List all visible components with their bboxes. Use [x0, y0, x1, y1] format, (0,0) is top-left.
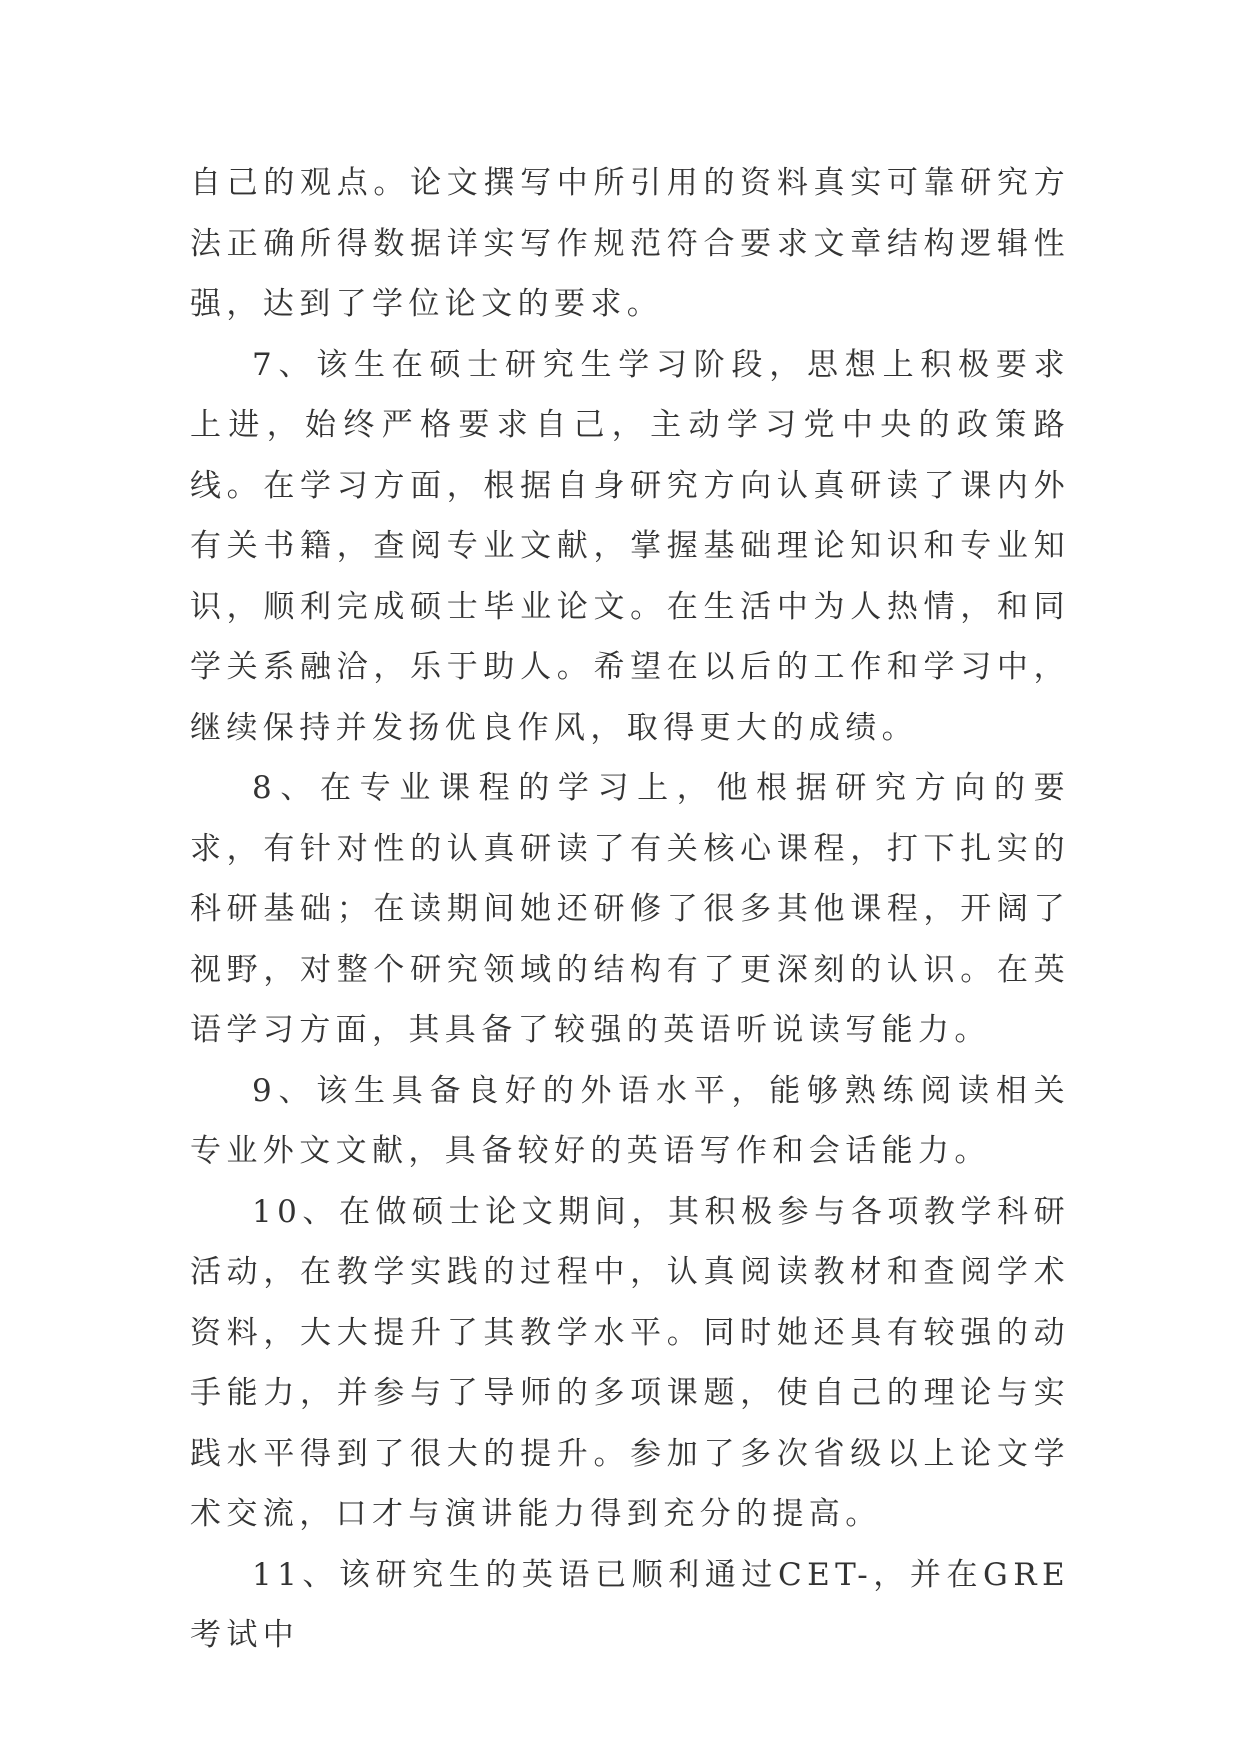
paragraph-item-10: 10、在做硕士论文期间，其积极参与各项教学科研活动，在教学实践的过程中，认真阅读教材和查阅学术资料，大大提升了其教学水平。同时她还具有较强的动手能力，并参与了导师的多项课题，使自己的理论与实践水平得到了很大的提升。参加了多次省级以上论文学术交流，口才与演讲能力得到充分的提高。: [190, 1193, 1070, 1532]
paragraph-item-9: 9、该生具备良好的外语水平，能够熟练阅读相关专业外文文献，具备较好的英语写作和会话能力。: [190, 1072, 1070, 1169]
paragraph-item-8: 8、在专业课程的学习上，他根据研究方向的要求，有针对性的认真研读了有关核心课程，打下扎实的科研基础；在读期间她还研修了很多其他课程，开阔了视野，对整个研究领域的结构有了更深刻的认识。在英语学习方面，其具备了较强的英语听说读写能力。: [190, 770, 1070, 1048]
paragraph-item-7: 7、该生在硕士研究生学习阶段，思想上积极要求上进，始终严格要求自己，主动学习党中央的政策路线。在学习方面，根据自身研究方向认真研读了课内外有关书籍，查阅专业文献，掌握基础理论知识和专业知识，顺利完成硕士毕业论文。在生活中为人热情，和同学关系融洽，乐于助人。希望在以后的工作和学习中，继续保持并发扬优良作风，取得更大的成绩。: [190, 346, 1070, 746]
document-body: [190, 153, 1070, 1666]
paragraph-continuation: 自己的观点。论文撰写中所引用的资料真实可靠研究方法正确所得数据详实写作规范符合要求文章结构逻辑性强，达到了学位论文的要求。: [190, 165, 1070, 322]
paragraph-item-11: 11、该研究生的英语已顺利通过CET-，并在GRE考试中: [190, 1556, 1070, 1653]
